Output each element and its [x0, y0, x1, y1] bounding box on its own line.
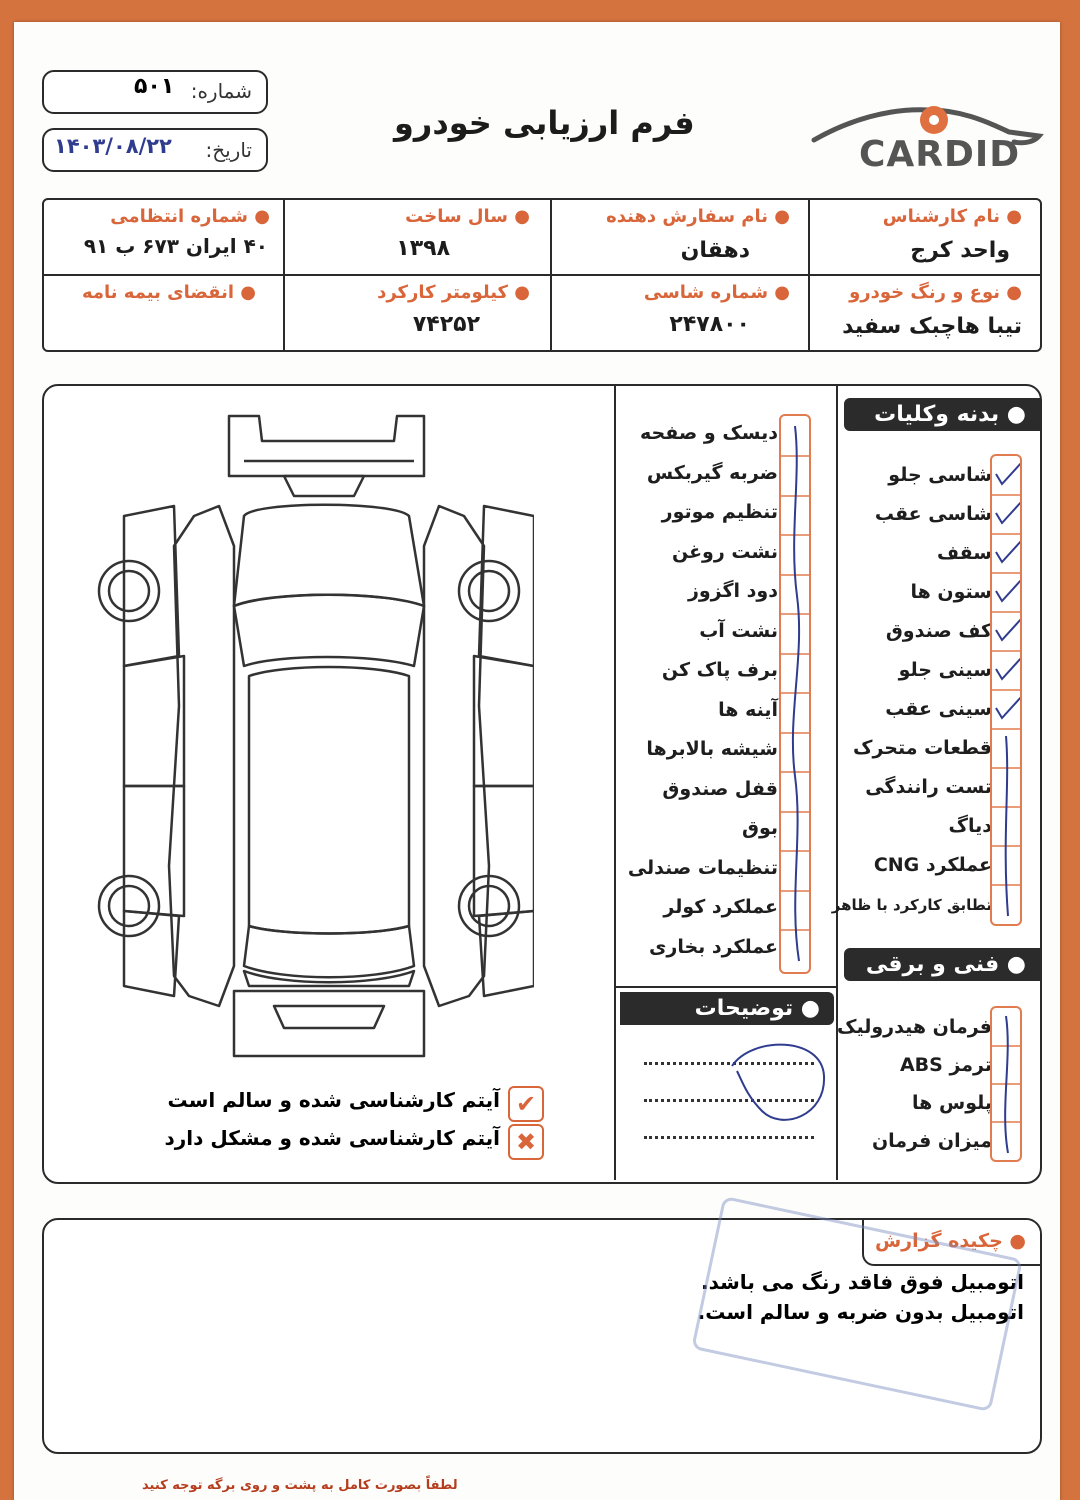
body-item: دیاگ	[948, 815, 992, 837]
electric-section-header: ● فنی و برقی	[844, 948, 1040, 981]
mech-item: تنظیم موتور	[661, 501, 778, 523]
car-body-diagram	[84, 406, 534, 1096]
electric-item: پلوس ها	[912, 1092, 992, 1114]
mech-item: شیشه بالابرها	[646, 738, 778, 760]
chassis-label: ● شماره شاسی	[643, 282, 790, 303]
vehicle-label: ● نوع و رنگ خودرو	[849, 282, 1022, 303]
legend-ok-text: آیتم کارشناسی شده و سالم است	[167, 1088, 500, 1112]
form-number-value: ۵۰۱	[134, 74, 175, 99]
plate-value: ۴۰ ایران ۶۷۳ ب ۹۱	[83, 234, 268, 258]
notes-header: ● توضیحات	[620, 992, 834, 1025]
body-item: عملکرد CNG	[873, 854, 992, 876]
body-item: قطعات متحرک	[852, 737, 992, 759]
body-checkmarks	[992, 456, 1020, 924]
electric-item: میزان فرمان	[871, 1130, 992, 1152]
mech-item: دیسک و صفحه	[640, 422, 778, 444]
form-date-label: تاریخ:	[205, 138, 252, 162]
cross-icon: ✖	[508, 1124, 544, 1160]
mech-check-squiggle	[781, 416, 809, 972]
body-item: کف صندوق	[885, 620, 992, 642]
customer-label: ● نام سفارش دهنده	[606, 206, 790, 227]
summary-title: ● چکیده گزارش	[874, 1230, 1026, 1252]
legend-bad	[114, 1124, 544, 1158]
chassis-value: ۲۴۷۸۰۰	[669, 312, 750, 337]
mech-item: تنظیمات صندلی	[627, 857, 778, 879]
vehicle-value: تیبا هاچبک سفید	[842, 314, 1022, 339]
mech-item: عملکرد کولر	[663, 896, 778, 918]
legend-bad-text: آیتم کارشناسی شده و مشکل دارد	[164, 1126, 500, 1150]
electric-item: فرمان هیدرولیک	[837, 1016, 992, 1038]
summary-box	[42, 1218, 1042, 1454]
body-item: شاسی عقب	[874, 503, 992, 525]
mech-item: برف پاک کن	[661, 659, 778, 681]
expert-name-label: ● نام کارشناس	[882, 206, 1022, 227]
electric-item: ترمز ABS	[899, 1054, 992, 1076]
expert-name-value: واحد کرج	[910, 238, 1010, 263]
insurance-label: ● انقضای بیمه نامه	[81, 282, 256, 303]
form-number-box	[42, 70, 268, 114]
summary-line-2: اتومبیل بدون ضربه و سالم است.	[697, 1300, 1024, 1324]
body-item: تطابق کارکرد با ظاهر	[831, 896, 992, 914]
check-icon: ✔	[508, 1086, 544, 1122]
evaluation-form-sheet	[14, 22, 1060, 1500]
summary-line-1: اتومبیل فوق فاقد رنگ می باشد.	[700, 1270, 1024, 1294]
plate-label: ● شماره انتظامی	[110, 206, 270, 227]
body-item: ستون ها	[910, 581, 992, 603]
body-section-header: ● بدنه وکلیات	[844, 398, 1040, 431]
body-item: سینی جلو	[898, 659, 992, 681]
year-label: ● سال ساخت	[405, 206, 530, 227]
mech-checkbox-column	[779, 414, 811, 974]
body-item: سقف	[937, 542, 992, 564]
notes-scribble	[712, 1036, 832, 1146]
footer-note: لطفاً بصورت کامل به پشت و روی برگه توجه کنید	[142, 1478, 458, 1493]
form-date-box	[42, 128, 268, 172]
body-item: سینی عقب	[885, 698, 992, 720]
mech-item: نشت روغن	[671, 541, 778, 563]
customer-value: دهقان	[680, 238, 750, 263]
form-title: فرم ارزیابی خودرو	[394, 104, 695, 142]
electric-checkbox-column	[990, 1006, 1022, 1162]
cardid-logo	[809, 80, 1049, 180]
mileage-label: ● کیلومتر کارکرد	[377, 282, 530, 303]
mech-item: عملکرد بخاری	[648, 936, 778, 958]
electric-check-squiggle	[992, 1008, 1020, 1160]
mech-item: نشت آب	[699, 620, 778, 642]
form-date-value: ۱۴۰۳/۰۸/۲۲	[54, 134, 172, 158]
mech-item: آینه ها	[718, 699, 778, 721]
year-value: ۱۳۹۸	[396, 236, 450, 261]
mech-item: بوق	[741, 817, 778, 839]
mech-item: قفل صندوق	[662, 778, 778, 800]
form-number-label: شماره:	[190, 79, 252, 103]
mileage-value: ۷۴۲۵۲	[412, 312, 480, 337]
mech-item: دود اگزوز	[687, 580, 778, 602]
mech-item: ضربه گیربکس	[646, 462, 778, 484]
vehicle-info-table	[42, 198, 1042, 352]
body-item: تست رانندگی	[865, 776, 992, 798]
body-checkbox-column	[990, 454, 1022, 926]
brand-name: CARDID	[859, 134, 1021, 175]
body-item: شاسی جلو	[888, 464, 992, 486]
legend-ok	[114, 1086, 544, 1120]
inspection-box	[42, 384, 1042, 1184]
